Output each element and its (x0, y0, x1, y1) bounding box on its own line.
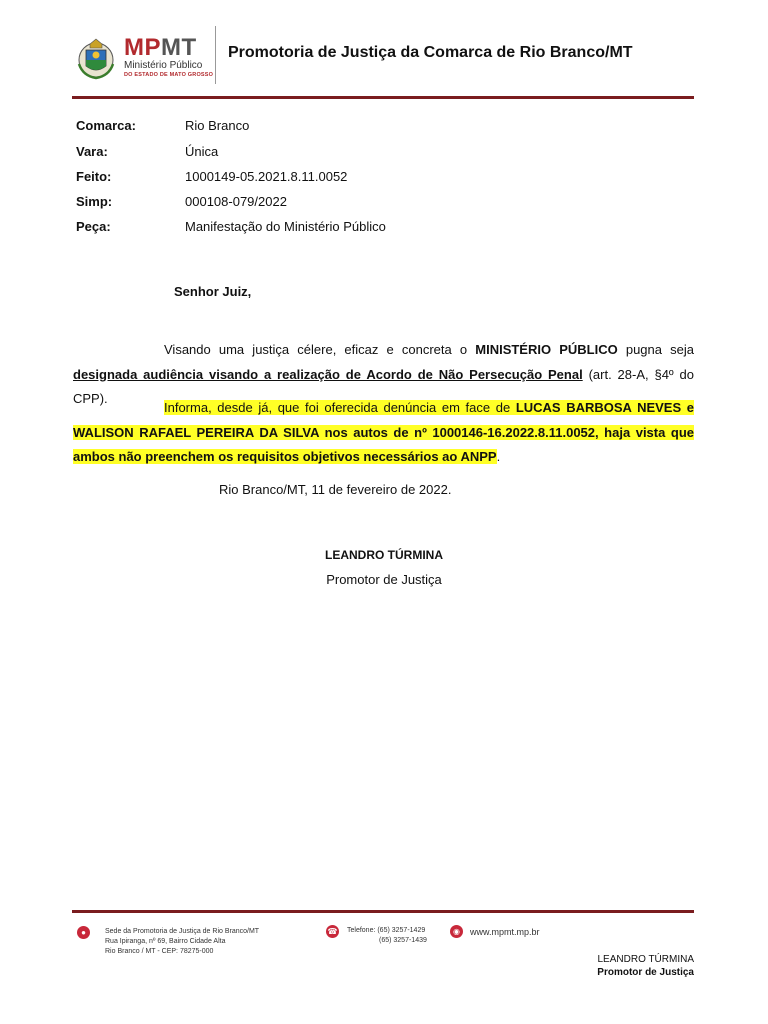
date-line: Rio Branco/MT, 11 de fevereiro de 2022. (219, 482, 452, 497)
paragraph-information: Informa, desde já, que foi oferecida denúncia em face de LUCAS BARBOSA NEVES e WALISON RAFAEL PEREIRA DA SILVA nos autos de nº 1000146-16.2022.8.11.0052, haja vista que ambos não preenchem os requisitos objetivos necessários ao ANPP. (73, 400, 694, 464)
signature-name: LEANDRO TÚRMINA (325, 548, 443, 562)
globe-icon: ◉ (450, 925, 463, 938)
signature-role: Promotor de Justiça (326, 572, 442, 587)
meta-value: Rio Branco (185, 118, 250, 133)
brand-wordmark: MPMT (124, 34, 197, 61)
meta-label: Comarca: (76, 118, 136, 133)
phone-icon: ☎ (327, 927, 338, 936)
header-divider (215, 26, 216, 84)
coat-of-arms-icon (74, 36, 118, 80)
footer-signature-name: LEANDRO TÚRMINA (597, 954, 694, 965)
meta-value: Manifestação do Ministério Público (185, 219, 386, 234)
footer-rule (72, 910, 694, 913)
footer-phone: Telefone: (65) 3257-1429 (65) 3257-1439 (347, 927, 427, 944)
meta-label: Vara: (76, 144, 108, 159)
meta-label: Feito: (76, 169, 112, 184)
mpmt-logo (74, 34, 214, 84)
paragraph-request: Visando uma justiça célere, eficaz e concreta o MINISTÉRIO PÚBLICO pugna seja designada audiência visando a realização de Acordo de Não Persecução Penal (art. 28-A, §4º do CPP). (73, 342, 694, 406)
header-title: Promotoria de Justiça da Comarca de Rio Branco/MT (228, 44, 633, 61)
meta-value: 1000149-05.2021.8.11.0052 (185, 169, 348, 184)
header-rule (72, 96, 694, 99)
meta-value: Única (185, 144, 219, 159)
meta-label: Simp: (76, 194, 113, 209)
brand-subtitle-state: DO ESTADO DE MATO GROSSO (124, 72, 214, 78)
footer-website[interactable]: www.mpmt.mp.br (470, 927, 540, 937)
footer-address: Sede da Promotoria de Justiça de Rio Branco/MT Rua Ipiranga, nº 69, Bairro Cidade Alta Rio Branco / MT - CEP: 78275-000 (105, 928, 260, 955)
brand-subtitle: Ministério Público (124, 60, 203, 71)
meta-label: Peça: (76, 219, 111, 234)
salutation: Senhor Juiz, (174, 284, 252, 299)
location-pin-icon: ● (77, 926, 90, 939)
meta-value: 000108-079/2022 (185, 194, 287, 209)
footer-signature-role: Promotor de Justiça (597, 967, 694, 978)
